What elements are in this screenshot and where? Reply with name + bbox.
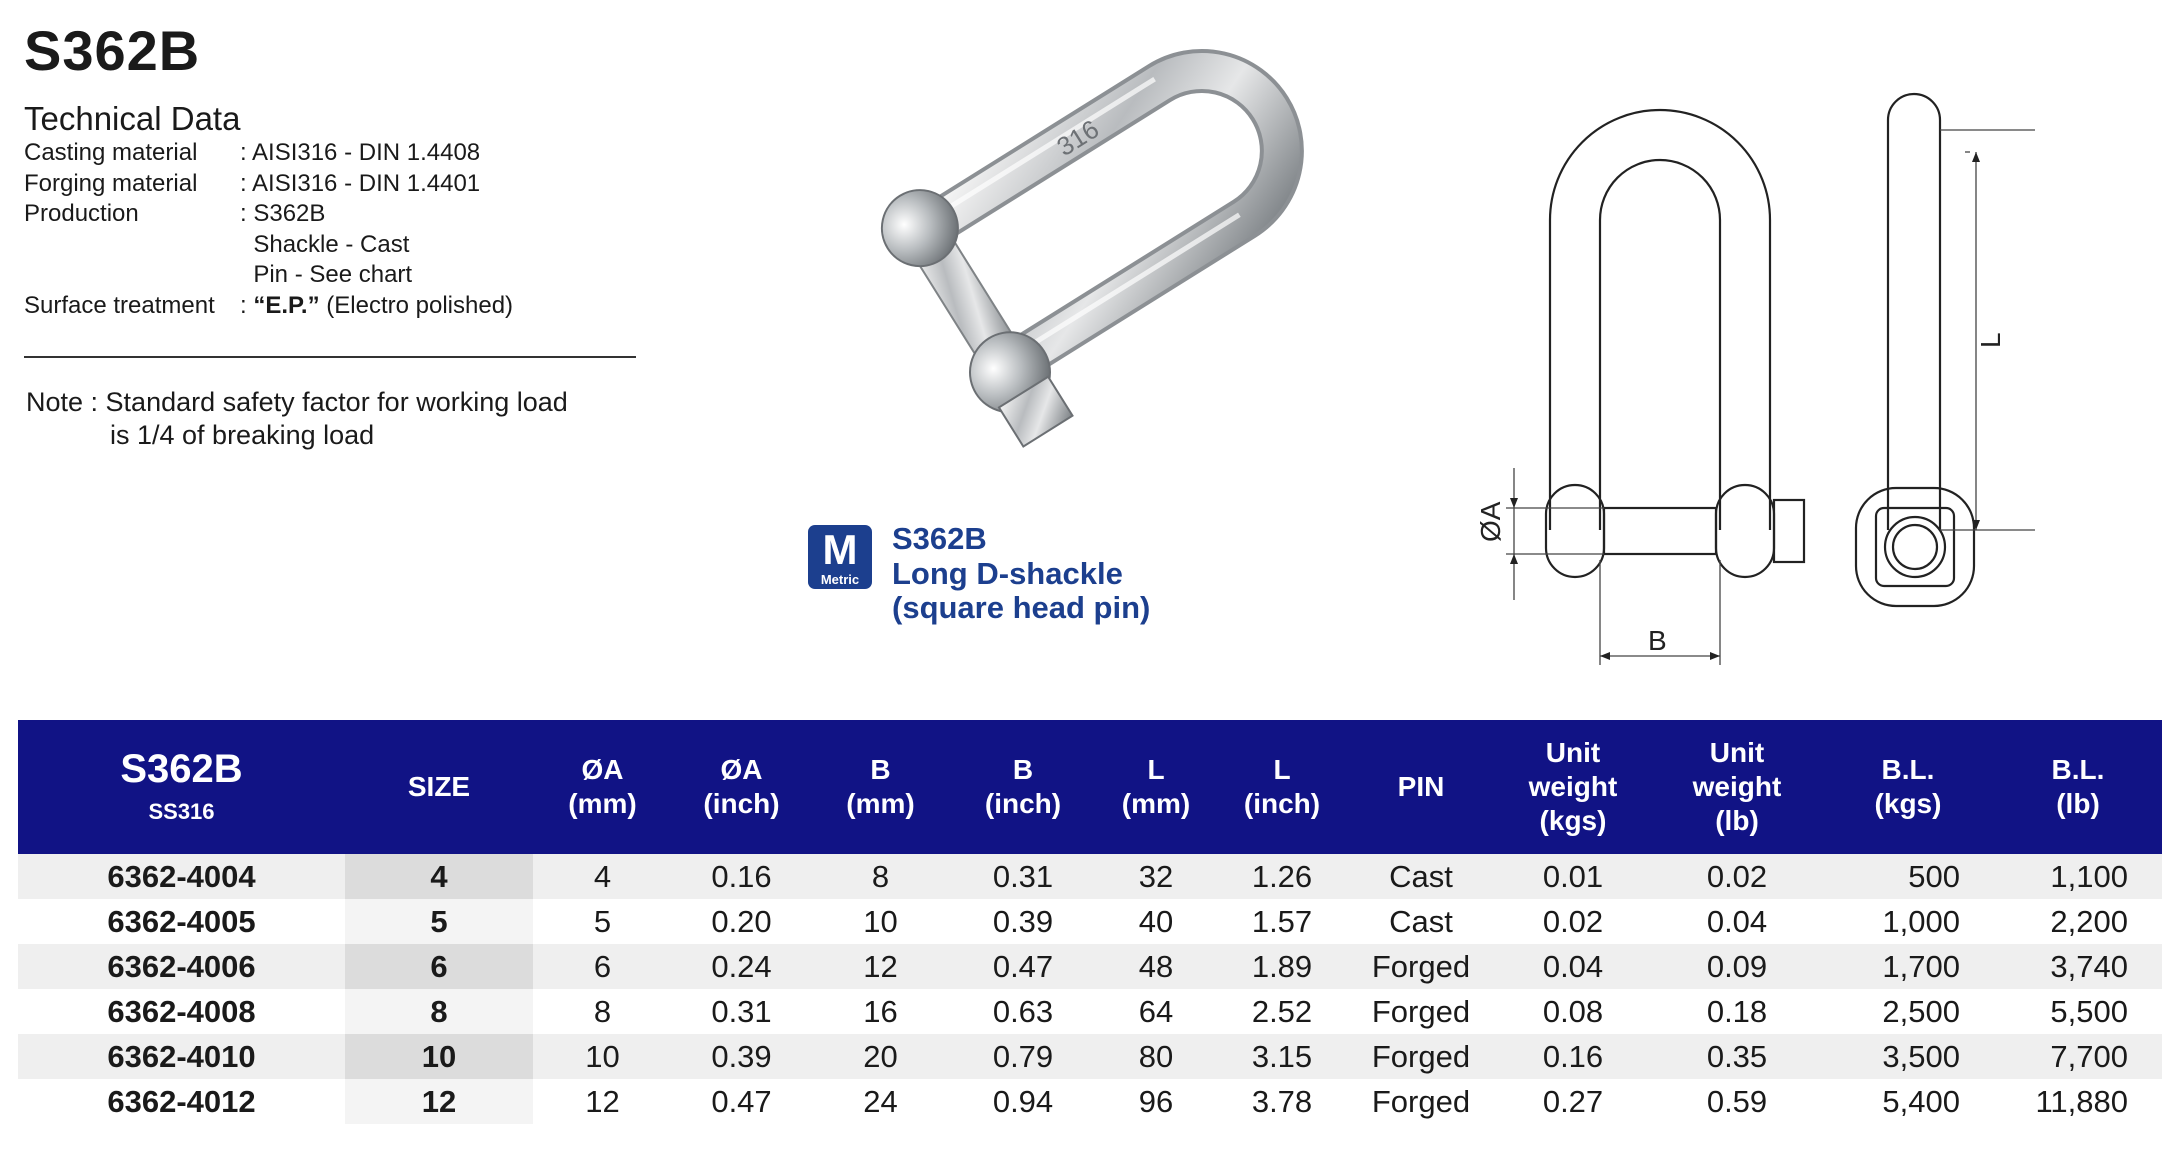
spec-label: Surface treatment — [24, 291, 215, 319]
table-cell: 16 — [811, 989, 950, 1034]
size-cell: 6 — [345, 944, 533, 989]
table-cell: Forged — [1348, 989, 1494, 1034]
table-cell: 0.47 — [672, 1079, 811, 1124]
table-cell: 1.26 — [1216, 854, 1348, 899]
header-text: ØA — [720, 754, 763, 785]
item-code-cell: 6362-4012 — [18, 1079, 345, 1124]
table-cell: 0.31 — [950, 854, 1096, 899]
header-model — [18, 720, 345, 854]
header-text: (lb) — [1715, 805, 1759, 836]
spec-row — [24, 138, 513, 169]
spec-row — [24, 260, 513, 291]
item-code-cell: 6362-4005 — [18, 899, 345, 944]
caption-name: Long D-shackle — [892, 555, 1123, 591]
header-column — [811, 720, 950, 854]
material-stamp: 316 — [1051, 113, 1105, 162]
spec-value: Shackle - Cast — [240, 230, 410, 258]
spec-label: Production — [24, 200, 139, 227]
table-cell: 1.89 — [1216, 944, 1348, 989]
header-text: (kgs) — [1539, 805, 1607, 836]
technical-data-heading: Technical Data — [24, 100, 241, 137]
table-cell: Forged — [1348, 1034, 1494, 1079]
table-cell: 3.78 — [1216, 1079, 1348, 1124]
table-cell: 20 — [811, 1034, 950, 1079]
table-cell: 24 — [811, 1079, 950, 1124]
header-text: Unit — [1545, 737, 1601, 768]
table-row — [18, 854, 2162, 899]
dimension-a-label: ØA — [1475, 501, 1506, 542]
table-cell: 0.39 — [672, 1034, 811, 1079]
header-column — [345, 720, 533, 854]
table-cell: 0.01 — [1494, 854, 1652, 899]
spec-label — [24, 260, 240, 291]
table-body — [18, 854, 2162, 1124]
header-text: (mm) — [1121, 788, 1191, 819]
table-cell: 0.27 — [1494, 1079, 1652, 1124]
table-cell: 0.39 — [950, 899, 1096, 944]
table-row — [18, 1079, 2162, 1124]
table-cell: 0.18 — [1652, 989, 1822, 1034]
header-column — [1096, 720, 1216, 854]
table-cell: Forged — [1348, 1079, 1494, 1124]
table-cell: 500 — [1822, 854, 1994, 899]
table-cell: 1.57 — [1216, 899, 1348, 944]
spec-label: Forging material — [24, 169, 198, 197]
table-row — [18, 989, 2162, 1034]
table-cell: 0.04 — [1652, 899, 1822, 944]
header-text: (kgs) — [1874, 788, 1942, 819]
metric-badge — [808, 525, 872, 589]
specification-table — [18, 720, 2162, 1124]
spec-value: Pin - See chart — [240, 261, 413, 288]
table-cell: 8 — [533, 989, 672, 1034]
table-cell: 0.16 — [1494, 1034, 1652, 1079]
product-caption — [892, 522, 1150, 626]
table-cell: 40 — [1096, 899, 1216, 944]
header-text: ØA — [581, 754, 624, 785]
table-cell: 48 — [1096, 944, 1216, 989]
metric-badge-text: Metric — [820, 572, 860, 587]
table-cell: 0.47 — [950, 944, 1096, 989]
spec-value: : S362B — [240, 200, 326, 227]
spec-value-text: (Electro polished) — [319, 291, 514, 319]
header-text: L — [1147, 754, 1165, 785]
header-text: (inch) — [984, 788, 1062, 819]
spec-value-emphasis: “E.P.” — [253, 291, 320, 319]
table-row — [18, 899, 2162, 944]
table-cell: Forged — [1348, 944, 1494, 989]
header-column — [1216, 720, 1348, 854]
size-cell: 12 — [345, 1079, 533, 1124]
header-text: B.L. — [2051, 754, 2105, 785]
table-row — [18, 944, 2162, 989]
header-column — [1494, 720, 1652, 854]
dimension-b-label: B — [1648, 625, 1667, 656]
table-cell: Cast — [1348, 899, 1494, 944]
spec-label: Casting material — [24, 139, 198, 166]
technical-drawing — [1470, 60, 2006, 680]
header-text: (inch) — [1243, 788, 1321, 819]
header-column — [1822, 720, 1994, 854]
table-cell: 64 — [1096, 989, 1216, 1034]
header-text: B.L. — [1881, 754, 1935, 785]
header-text: L — [1273, 754, 1291, 785]
table-cell: 0.02 — [1652, 854, 1822, 899]
spec-list — [24, 138, 513, 321]
size-cell: 5 — [345, 899, 533, 944]
item-code-cell: 6362-4008 — [18, 989, 345, 1034]
table-cell: 2,500 — [1822, 989, 1994, 1034]
table-row — [18, 1034, 2162, 1079]
spec-value: : AISI316 - DIN 1.4401 — [240, 169, 481, 197]
caption-model: S362B — [892, 521, 987, 556]
table-cell: 5,400 — [1822, 1079, 1994, 1124]
dimension-l-label: L — [1975, 332, 2006, 348]
header-column — [533, 720, 672, 854]
table-cell: 1,100 — [1994, 854, 2162, 899]
table-cell: 6 — [533, 944, 672, 989]
table-cell: 4 — [533, 854, 672, 899]
table-cell: 32 — [1096, 854, 1216, 899]
caption-detail: (square head pin) — [892, 590, 1151, 625]
table-cell: 1,700 — [1822, 944, 1994, 989]
table-cell: 0.09 — [1652, 944, 1822, 989]
table-cell: 0.79 — [950, 1034, 1096, 1079]
product-title: S362B — [24, 19, 201, 82]
table-cell: 3.15 — [1216, 1034, 1348, 1079]
table-cell: 80 — [1096, 1034, 1216, 1079]
item-code-cell: 6362-4010 — [18, 1034, 345, 1079]
header-text: (lb) — [2056, 788, 2100, 819]
spec-label — [24, 230, 240, 261]
table-cell: 5,500 — [1994, 989, 2162, 1034]
table-cell: 5 — [533, 899, 672, 944]
spec-row — [24, 291, 513, 322]
table-cell: 96 — [1096, 1079, 1216, 1124]
spec-row — [24, 169, 513, 200]
header-text: B — [1012, 754, 1034, 785]
table-cell: 0.04 — [1494, 944, 1652, 989]
spec-value: : AISI316 - DIN 1.4408 — [240, 139, 481, 166]
table-cell: Cast — [1348, 854, 1494, 899]
table-cell: 2.52 — [1216, 989, 1348, 1034]
header-text: PIN — [1397, 771, 1445, 802]
table-cell: 3,740 — [1994, 944, 2162, 989]
size-cell: 8 — [345, 989, 533, 1034]
note-line-1: Note : Standard safety factor for working load — [26, 387, 568, 417]
header-text: (mm) — [846, 788, 915, 819]
shackle-photo — [816, 40, 1386, 510]
header-text: weight — [1528, 771, 1618, 802]
table-cell: 2,200 — [1994, 899, 2162, 944]
header-column — [1994, 720, 2162, 854]
size-cell: 10 — [345, 1034, 533, 1079]
header-text: weight — [1692, 771, 1782, 802]
table-cell: 12 — [811, 944, 950, 989]
item-code-cell: 6362-4004 — [18, 854, 345, 899]
header-column — [672, 720, 811, 854]
item-code-cell: 6362-4006 — [18, 944, 345, 989]
header-text: B — [870, 754, 891, 785]
table-cell: 7,700 — [1994, 1034, 2162, 1079]
table-cell: 11,880 — [1994, 1079, 2162, 1124]
note-line-2: is 1/4 of breaking load — [110, 420, 375, 450]
table-cell: 10 — [533, 1034, 672, 1079]
safety-note — [26, 386, 568, 452]
metric-badge-letter: M — [822, 526, 858, 573]
table-cell: 0.35 — [1652, 1034, 1822, 1079]
table-cell: 0.24 — [672, 944, 811, 989]
table-cell: 8 — [811, 854, 950, 899]
table-cell: 0.20 — [672, 899, 811, 944]
table-cell: 1,000 — [1822, 899, 1994, 944]
table-cell: 0.59 — [1652, 1079, 1822, 1124]
table-cell: 3,500 — [1822, 1034, 1994, 1079]
header-model-code: S362B — [120, 747, 243, 791]
header-column — [1348, 720, 1494, 854]
header-material: SS316 — [148, 799, 215, 824]
table-cell: 0.31 — [672, 989, 811, 1034]
spec-row — [24, 230, 513, 261]
table-cell: 0.16 — [672, 854, 811, 899]
size-cell: 4 — [345, 854, 533, 899]
table-cell: 0.08 — [1494, 989, 1652, 1034]
table-header-row — [18, 720, 2162, 854]
spec-row — [24, 199, 513, 230]
header-column — [950, 720, 1096, 854]
table-cell: 10 — [811, 899, 950, 944]
table-cell: 0.02 — [1494, 899, 1652, 944]
table-cell: 0.94 — [950, 1079, 1096, 1124]
header-text: (mm) — [568, 788, 637, 819]
header-text: SIZE — [407, 771, 471, 802]
spec-value: : “E.P.” (Electro polished) — [240, 291, 514, 319]
header-text: (inch) — [703, 788, 780, 819]
header-text: Unit — [1709, 737, 1765, 768]
header-column — [1652, 720, 1822, 854]
table-cell: 12 — [533, 1079, 672, 1124]
divider — [24, 356, 636, 358]
table-cell: 0.63 — [950, 989, 1096, 1034]
